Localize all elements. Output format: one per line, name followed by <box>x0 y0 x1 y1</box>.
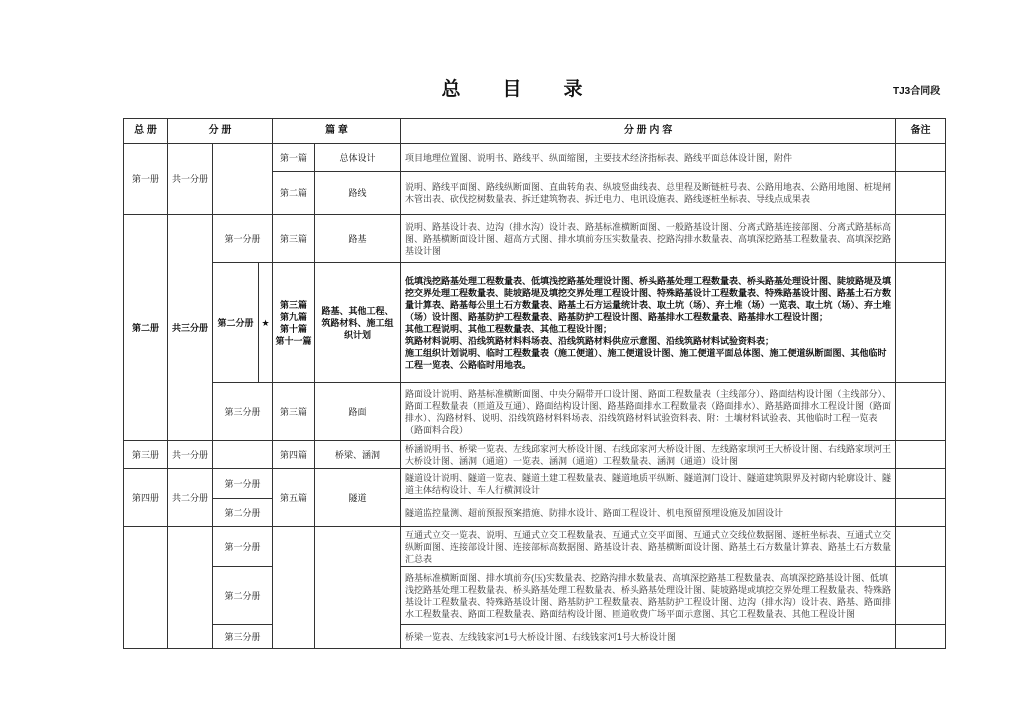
table-row <box>124 144 946 172</box>
remark-cell <box>896 172 946 215</box>
table-row <box>124 625 946 649</box>
volume-cell: 第三册 <box>124 441 168 469</box>
title-char-1: 总 <box>441 78 461 100</box>
subvolume-cell: 第一分册 <box>213 527 273 567</box>
content-cell: 项目地理位置图、说明书、路线平、纵面缩图，主要技术经济指标表、路线平面总体设计图，附件 <box>401 144 896 172</box>
subvolume-cell: 第一分册 <box>213 215 273 263</box>
star-marker: ★ <box>259 263 273 383</box>
table-row <box>124 527 946 567</box>
pian-cell: 第三篇 <box>273 383 315 441</box>
pian-cell <box>273 527 315 649</box>
content-cell: 桥涵说明书、桥梁一览表、左线邱家河大桥设计图、右线邱家河大桥设计图、左线路家坝河王大桥设计图、右线路家坝河王大桥设计图、涵洞（通道）一览表、涵洞（通道）工程数量表、涵洞（通道）设计图 <box>401 441 896 469</box>
subvolume-cell <box>213 441 273 469</box>
chapter-cell: 路线 <box>315 172 401 215</box>
pian-cell: 第五篇 <box>273 469 315 527</box>
pian-cell: 第三篇 <box>273 215 315 263</box>
subvolume-cell: 第二分册 <box>213 567 273 625</box>
chapter-cell: 路基 <box>315 215 401 263</box>
table-row <box>124 469 946 499</box>
table-row <box>124 441 946 469</box>
document-title <box>0 74 1024 101</box>
remark-cell <box>896 625 946 649</box>
remark-cell <box>896 144 946 172</box>
chapter-cell <box>315 527 401 649</box>
pian-cell: 第二篇 <box>273 172 315 215</box>
contract-section-label: TJ3合同段 <box>893 86 941 97</box>
remark-cell <box>896 469 946 499</box>
remark-cell <box>896 567 946 625</box>
subvolume-count-cell <box>168 527 213 649</box>
table-of-contents <box>123 118 946 649</box>
subvolume-count-cell: 共三分册 <box>168 215 213 441</box>
content-cell: 互通式立交一览表、说明、互通式立交工程数量表、互通式立交平面图、互通式立交线位数据图、逐桩坐标表、互通式立交纵断面图、连接部设计图、连接部标高数据图、路基设计表、路基横断面设计图、路基土石方数量计算表、路基土石方数量汇总表 <box>401 527 896 567</box>
remark-cell <box>896 527 946 567</box>
table-row <box>124 263 946 383</box>
remark-cell <box>896 215 946 263</box>
subvolume-cell: 第三分册 <box>213 383 273 441</box>
content-cell: 说明、路线平面图、路线纵断面图、直曲转角表、纵坡竖曲线表、总里程及断链桩号表、公路用地表、公路用地图、桩堤闸木管出表、砍伐挖树数量表、拆迁建筑物表、拆迁电力、电讯设施表、路线逐桩坐标表、导线点成果表 <box>401 172 896 215</box>
content-cell: 说明、路基设计表、边沟（排水沟）设计表、路基标准横断面图、一般路基设计图、分离式路基连接部图、分离式路基标高图、路基横断面设计图、超高方式图、排水填前夯压实数量表、挖路沟排水数量表、高填深挖路基工程数量表、高填深挖路基设计图 <box>401 215 896 263</box>
subvolume-cell: 第三分册 <box>213 625 273 649</box>
chapter-cell: 总体设计 <box>315 144 401 172</box>
subvolume-count-cell: 共二分册 <box>168 469 213 527</box>
remark-cell <box>896 263 946 383</box>
header-volume: 总 册 <box>124 119 168 144</box>
pian-cell: 第四篇 <box>273 441 315 469</box>
table-row <box>124 383 946 441</box>
table-header-row <box>124 119 946 144</box>
subvolume-cell: 第二分册 <box>213 499 273 527</box>
chapter-cell: 路基、其他工程、 筑路材料、施工组 织计划 <box>315 263 401 383</box>
content-cell: 路基标准横断面图、排水填前夯(压)实数量表、挖路沟排水数量表、高填深挖路基工程数量表、高填深挖路基设计图、低填浅挖路基处理工程数量表、桥头路基处理工程数量表、桥头路基处理设计图、陡坡路堤或填挖交界处理工程数量表、特殊路基设计工程数量表、特殊路基设计图、路基防护工程数量表、路基防护工程设计图、边沟（排水沟）设计表、路基、路面排水工程数量表、路面工程数量表、路面结构设计图、匝道收费广场平面示意图、其它工程数量表、其他工程设计图 <box>401 567 896 625</box>
content-cell: 路面设计说明、路基标准横断面图、中央分隔带开口设计图、路面工程数量表（主线部分）、路面结构设计图（主线部分）、路面工程数量表（匝道及互通）、路面结构设计图、路基路面排水工程数量表（路面排水）、路基路面排水工程设计图（路面排水）、沟路材料、说明、沿线筑路材料料场表、沿线筑路材料试验资料表、附：土壤材料试验表、其他临时工程一览表（路面料合段） <box>401 383 896 441</box>
remark-cell <box>896 441 946 469</box>
header-content: 分 册 内 容 <box>401 119 896 144</box>
volume-cell: 第二册 <box>124 215 168 441</box>
title-char-2: 目 <box>502 78 522 100</box>
remark-cell <box>896 499 946 527</box>
pian-cell: 第一篇 <box>273 144 315 172</box>
chapter-cell: 隧道 <box>315 469 401 527</box>
pian-cell: 第三篇 第九篇 第十篇 第十一篇 <box>273 263 315 383</box>
content-cell: 低填浅挖路基处理工程数量表、低填浅挖路基处理设计图、桥头路基处理工程数量表、桥头路基处理设计图、陡坡路堤及填挖交界处理工程数量表、陡坡路堤及填挖交界处理工程设计图、特殊路基设计工程数量表、特殊路基设计图、路基土石方数量计算表、路基每公里土石方数量表、路基土石方运量统计表、取土坑（场）、弃土堆（场）一览表、取土坑（场）、弃土堆（场）设计图、路基防护工程数量表、路基防护工程设计图、路基排水工程数量表、路基排水工程设计图； 其他工程说明、其他工程数量表、其他工程设计图； 筑路材料说明、沿线筑路材料料场表、沿线筑路材料供应示意图、沿线筑路材料试验资料表； 施工组织计划说明、临时工程数量表（施工便道）、施工便道设计图、施工便道平面总体图、施工便道纵断面图、其他临时工程一览表、公路临时用地表。 <box>401 263 896 383</box>
subvolume-cell: 第一分册 <box>213 469 273 499</box>
content-cell: 隧道监控量测、超前预报预案措施、防排水设计、路面工程设计、机电预留预埋设施及加固设计 <box>401 499 896 527</box>
subvolume-count-cell: 共一分册 <box>168 441 213 469</box>
table-row <box>124 567 946 625</box>
subvolume-cell: 第二分册 <box>213 263 259 383</box>
table-row <box>124 499 946 527</box>
subvolume-count-cell: 共一分册 <box>168 144 213 215</box>
header-remark: 备注 <box>896 119 946 144</box>
header-chapter: 篇 章 <box>273 119 401 144</box>
title-char-3: 录 <box>563 78 583 100</box>
content-cell: 桥梁一览表、左线钱家河1号大桥设计图、右线钱家河1号大桥设计图 <box>401 625 896 649</box>
volume-cell: 第一册 <box>124 144 168 215</box>
subvolume-cell <box>213 144 273 215</box>
chapter-cell: 桥梁、涵洞 <box>315 441 401 469</box>
table-row <box>124 215 946 263</box>
content-cell: 隧道设计说明、隧道一览表、隧道土建工程数量表、隧道地质平纵断、隧道洞门设计、隧道建筑限界及衬砌内轮廓设计、隧道主体结构设计、车人行横洞设计 <box>401 469 896 499</box>
volume-cell: 第四册 <box>124 469 168 527</box>
header-subvolume: 分 册 <box>168 119 273 144</box>
volume-cell <box>124 527 168 649</box>
chapter-cell: 路面 <box>315 383 401 441</box>
remark-cell <box>896 383 946 441</box>
